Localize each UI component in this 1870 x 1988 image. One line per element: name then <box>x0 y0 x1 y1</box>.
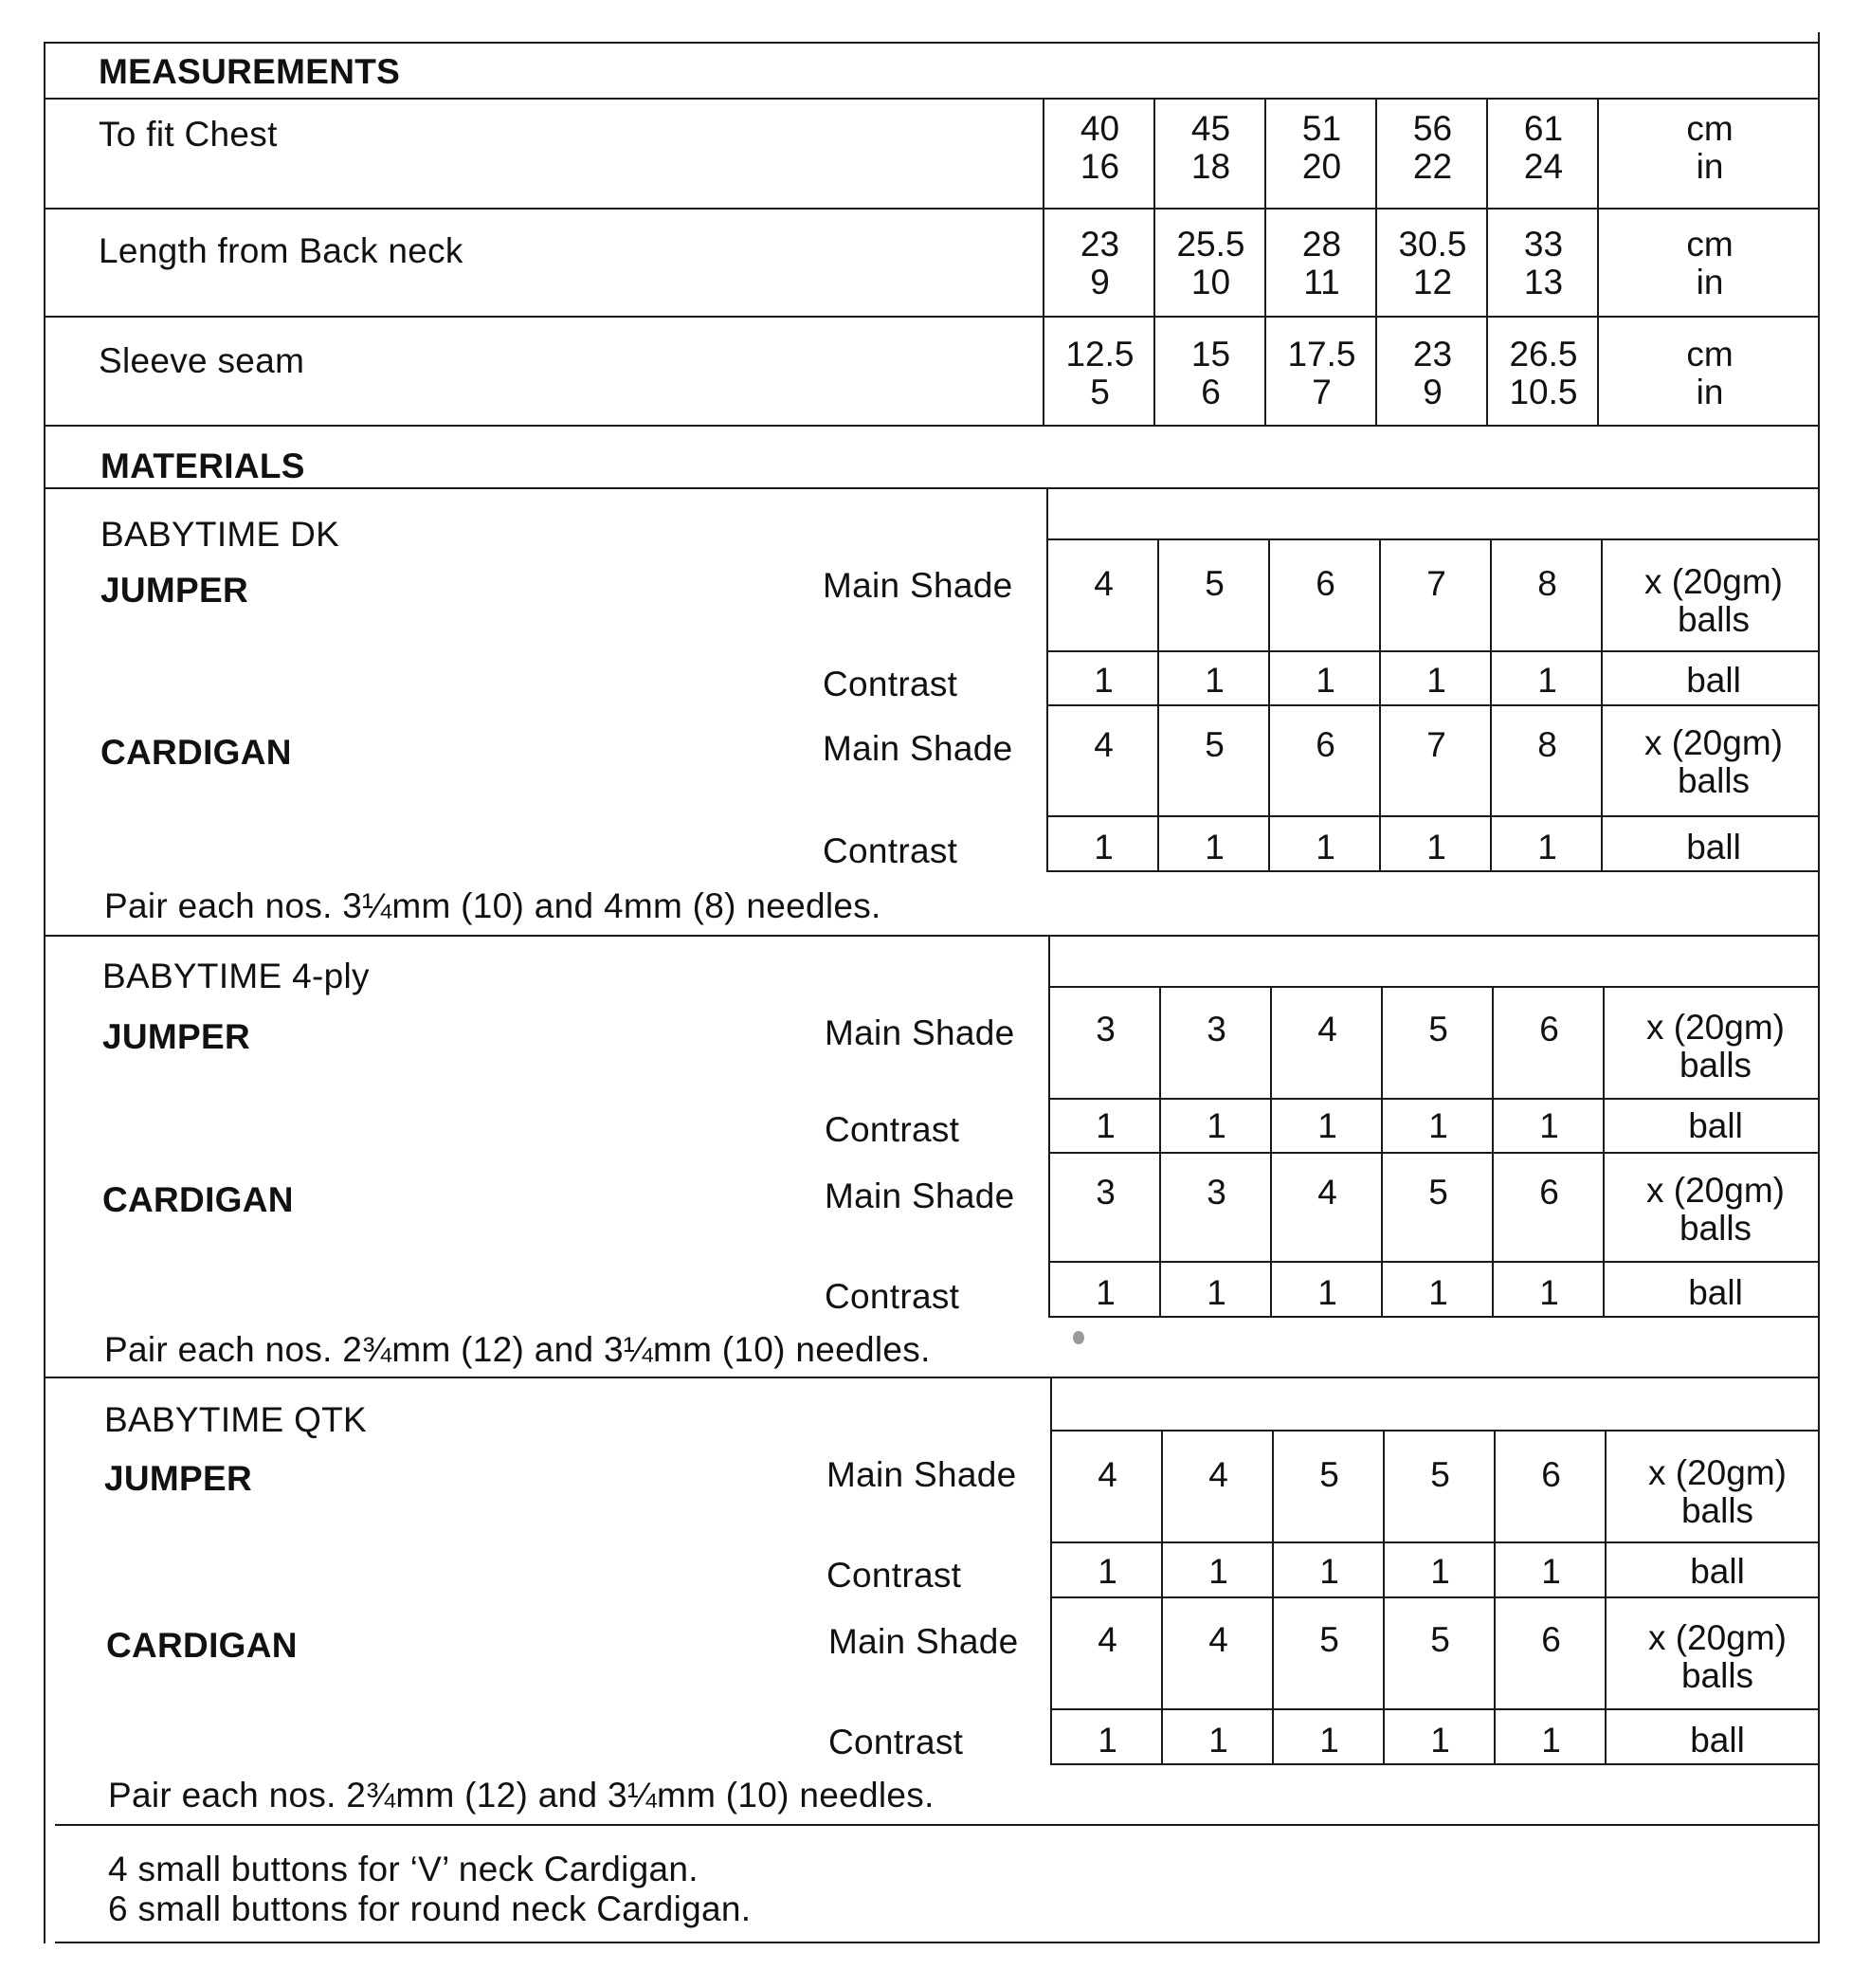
outer-left-border <box>44 42 45 1943</box>
jumper-heading: JUMPER <box>104 1459 252 1498</box>
length-cm-value: 28 <box>1301 225 1342 264</box>
qty-cell: 1 <box>1316 828 1335 866</box>
unit-ball: ball <box>1688 1106 1743 1145</box>
qty-cell: 1 <box>1096 1106 1116 1145</box>
jumper-heading: JUMPER <box>100 571 248 610</box>
chest-unit-cm: cm <box>1686 109 1734 148</box>
outer-bottom-border <box>55 1942 1820 1943</box>
unit-line1: x (20gm) <box>1646 1008 1785 1047</box>
measurements-title: MEASUREMENTS <box>99 52 401 91</box>
sleeve-label: Sleeve seam <box>99 341 305 380</box>
length-label: Length from Back neck <box>99 231 463 270</box>
qty-cell: 1 <box>1208 1552 1228 1591</box>
measurements-header-divider <box>44 98 1820 100</box>
qty-cell: 1 <box>1098 1552 1117 1591</box>
contrast-label: Contrast <box>828 1723 964 1761</box>
qty-cell: 5 <box>1319 1455 1339 1494</box>
qty-cell: 1 <box>1317 1273 1337 1312</box>
qty-cell: 1 <box>1539 1106 1559 1145</box>
chest-cm-value: 40 <box>1080 109 1120 148</box>
qty-cell: 3 <box>1207 1010 1226 1049</box>
qty-cell: 1 <box>1428 1106 1448 1145</box>
chest-unit-in: in <box>1696 147 1724 186</box>
qty-cell: 5 <box>1205 725 1225 764</box>
yarn-name: BABYTIME QTK <box>104 1400 368 1439</box>
sleeve-in-value: 5 <box>1090 373 1110 411</box>
cardigan-heading: CARDIGAN <box>106 1626 298 1665</box>
yarn-name: BABYTIME DK <box>100 515 340 554</box>
length-unit-in: in <box>1696 263 1724 301</box>
length-cm-value: 25.5 <box>1176 225 1245 264</box>
qty-cell: 4 <box>1208 1455 1228 1494</box>
jumper-heading: JUMPER <box>102 1017 250 1056</box>
qty-cell: 1 <box>1541 1552 1561 1591</box>
length-in-value: 12 <box>1412 263 1453 301</box>
length-in-value: 13 <box>1523 263 1564 301</box>
unit-line2: balls <box>1680 1656 1754 1695</box>
length-cm-value: 23 <box>1080 225 1120 264</box>
qty-cell: 1 <box>1098 1721 1117 1760</box>
qty-cell: 1 <box>1541 1721 1561 1760</box>
chest-in-value: 22 <box>1412 147 1453 186</box>
contrast-label: Contrast <box>825 1110 960 1149</box>
qty-cell: 1 <box>1537 661 1557 700</box>
qty-cell: 4 <box>1317 1010 1337 1049</box>
chest-in-value: 20 <box>1301 147 1342 186</box>
qty-cell: 1 <box>1207 1106 1226 1145</box>
unit-ball: ball <box>1690 1552 1745 1591</box>
qty-cell: 4 <box>1094 725 1114 764</box>
grid-line <box>1050 1596 1820 1598</box>
sleeve-cm-value: 26.5 <box>1509 335 1578 374</box>
unit-line2: balls <box>1677 761 1751 800</box>
length-cm-value: 33 <box>1523 225 1564 264</box>
unit-ball: ball <box>1686 661 1741 700</box>
qty-cell: 5 <box>1430 1620 1450 1659</box>
qty-cell: 1 <box>1319 1552 1339 1591</box>
outer-top-border <box>44 42 1820 44</box>
unit-line2: balls <box>1679 1209 1752 1248</box>
main-shade-label: Main Shade <box>826 1455 1017 1494</box>
buttons-note-round-neck: 6 small buttons for round neck Cardigan. <box>108 1889 752 1928</box>
chest-cm-value: 45 <box>1190 109 1231 148</box>
qty-cell: 5 <box>1205 564 1225 603</box>
length-in-value: 11 <box>1303 263 1340 301</box>
qty-cell: 7 <box>1426 564 1446 603</box>
grid-line <box>1046 704 1820 706</box>
grid-line <box>1046 538 1820 540</box>
main-shade-label: Main Shade <box>823 729 1013 768</box>
qty-cell: 1 <box>1539 1273 1559 1312</box>
chest-in-value: 18 <box>1190 147 1231 186</box>
grid-line <box>1048 1098 1820 1100</box>
sleeve-cm-value: 12.5 <box>1065 335 1135 374</box>
unit-line1: x (20gm) <box>1646 1171 1785 1210</box>
length-unit-cm: cm <box>1686 225 1734 264</box>
qty-cell: 7 <box>1426 725 1446 764</box>
grid-line <box>1048 1316 1820 1318</box>
unit-line1: x (20gm) <box>1648 1453 1787 1492</box>
sleeve-in-value: 7 <box>1312 373 1332 411</box>
qty-cell: 8 <box>1537 725 1557 764</box>
measure-row-divider <box>44 316 1820 318</box>
qty-cell: 5 <box>1319 1620 1339 1659</box>
sleeve-unit-in: in <box>1696 373 1724 411</box>
measure-row-divider <box>44 208 1820 210</box>
needles-note: Pair each nos. 2¾mm (12) and 3¼mm (10) needles. <box>108 1776 935 1815</box>
qty-cell: 4 <box>1317 1173 1337 1212</box>
chest-in-value: 24 <box>1523 147 1564 186</box>
section-divider <box>55 1824 1820 1826</box>
chest-in-value: 16 <box>1080 147 1120 186</box>
sleeve-in-value: 6 <box>1201 373 1221 411</box>
qty-cell: 4 <box>1094 564 1114 603</box>
grid-line <box>1046 870 1820 872</box>
unit-ball: ball <box>1690 1721 1745 1760</box>
qty-cell: 3 <box>1207 1173 1226 1212</box>
qty-cell: 6 <box>1316 725 1335 764</box>
needles-note: Pair each nos. 2¾mm (12) and 3¼mm (10) needles. <box>104 1330 931 1369</box>
unit-ball: ball <box>1686 828 1741 866</box>
qty-cell: 1 <box>1319 1721 1339 1760</box>
qty-cell: 6 <box>1541 1455 1561 1494</box>
contrast-label: Contrast <box>826 1556 962 1595</box>
qty-cell: 3 <box>1096 1010 1116 1049</box>
sleeve-in-value: 9 <box>1423 373 1443 411</box>
print-speck <box>1073 1331 1084 1344</box>
length-in-value: 9 <box>1090 263 1110 301</box>
unit-line1: x (20gm) <box>1648 1618 1787 1657</box>
grid-line <box>1048 986 1820 988</box>
sleeve-cm-value: 17.5 <box>1287 335 1356 374</box>
sleeve-in-value: 10.5 <box>1509 373 1578 411</box>
grid-line <box>1050 1763 1820 1765</box>
grid-line <box>1048 1152 1820 1154</box>
section-divider <box>44 1377 1820 1378</box>
main-shade-label: Main Shade <box>825 1176 1015 1215</box>
qty-cell: 1 <box>1205 661 1225 700</box>
sleeve-cm-value: 23 <box>1412 335 1453 374</box>
qty-cell: 1 <box>1537 828 1557 866</box>
qty-cell: 1 <box>1317 1106 1337 1145</box>
main-shade-label: Main Shade <box>828 1622 1019 1661</box>
chest-cm-value: 56 <box>1412 109 1453 148</box>
qty-cell: 4 <box>1098 1620 1117 1659</box>
qty-cell: 8 <box>1537 564 1557 603</box>
qty-cell: 6 <box>1541 1620 1561 1659</box>
unit-ball: ball <box>1688 1273 1743 1312</box>
qty-cell: 5 <box>1430 1455 1450 1494</box>
grid-line <box>1046 650 1820 652</box>
qty-cell: 6 <box>1539 1173 1559 1212</box>
qty-cell: 1 <box>1205 828 1225 866</box>
unit-line1: x (20gm) <box>1644 562 1783 601</box>
qty-cell: 1 <box>1096 1273 1116 1312</box>
grid-line <box>1046 815 1820 817</box>
grid-line <box>1048 1261 1820 1263</box>
qty-cell: 1 <box>1207 1273 1226 1312</box>
materials-title: MATERIALS <box>100 447 305 485</box>
qty-cell: 1 <box>1426 828 1446 866</box>
cardigan-heading: CARDIGAN <box>102 1180 294 1219</box>
unit-line1: x (20gm) <box>1644 723 1783 762</box>
grid-line <box>1050 1430 1820 1432</box>
measure-row-divider <box>44 425 1820 427</box>
length-cm-value: 30.5 <box>1398 225 1467 264</box>
qty-cell: 4 <box>1208 1620 1228 1659</box>
unit-line2: balls <box>1680 1491 1754 1530</box>
sleeve-cm-value: 15 <box>1190 335 1231 374</box>
qty-cell: 1 <box>1094 828 1114 866</box>
qty-cell: 3 <box>1096 1173 1116 1212</box>
main-shade-label: Main Shade <box>825 1013 1015 1052</box>
grid-line <box>1050 1708 1820 1710</box>
section-divider <box>44 935 1820 937</box>
qty-cell: 1 <box>1430 1721 1450 1760</box>
grid-line <box>1050 1541 1820 1543</box>
contrast-label: Contrast <box>823 665 958 703</box>
materials-header-divider <box>44 487 1820 489</box>
chest-cm-value: 51 <box>1301 109 1342 148</box>
qty-cell: 1 <box>1430 1552 1450 1591</box>
buttons-note-v-neck: 4 small buttons for ‘V’ neck Cardigan. <box>108 1850 699 1888</box>
length-in-value: 10 <box>1190 263 1231 301</box>
qty-cell: 1 <box>1208 1721 1228 1760</box>
qty-cell: 1 <box>1426 661 1446 700</box>
qty-cell: 5 <box>1428 1173 1448 1212</box>
contrast-label: Contrast <box>825 1277 960 1316</box>
chest-label: To fit Chest <box>99 115 278 154</box>
cardigan-heading: CARDIGAN <box>100 733 292 772</box>
qty-cell: 4 <box>1098 1455 1117 1494</box>
unit-line2: balls <box>1677 600 1751 639</box>
qty-cell: 1 <box>1316 661 1335 700</box>
qty-cell: 6 <box>1316 564 1335 603</box>
needles-note: Pair each nos. 3¼mm (10) and 4mm (8) needles. <box>104 886 881 925</box>
sleeve-unit-cm: cm <box>1686 335 1734 374</box>
qty-cell: 1 <box>1094 661 1114 700</box>
unit-line2: balls <box>1679 1046 1752 1085</box>
qty-cell: 6 <box>1539 1010 1559 1049</box>
contrast-label: Contrast <box>823 831 958 870</box>
qty-cell: 1 <box>1428 1273 1448 1312</box>
chest-cm-value: 61 <box>1523 109 1564 148</box>
qty-cell: 5 <box>1428 1010 1448 1049</box>
yarn-name: BABYTIME 4-ply <box>102 957 370 995</box>
main-shade-label: Main Shade <box>823 566 1013 605</box>
